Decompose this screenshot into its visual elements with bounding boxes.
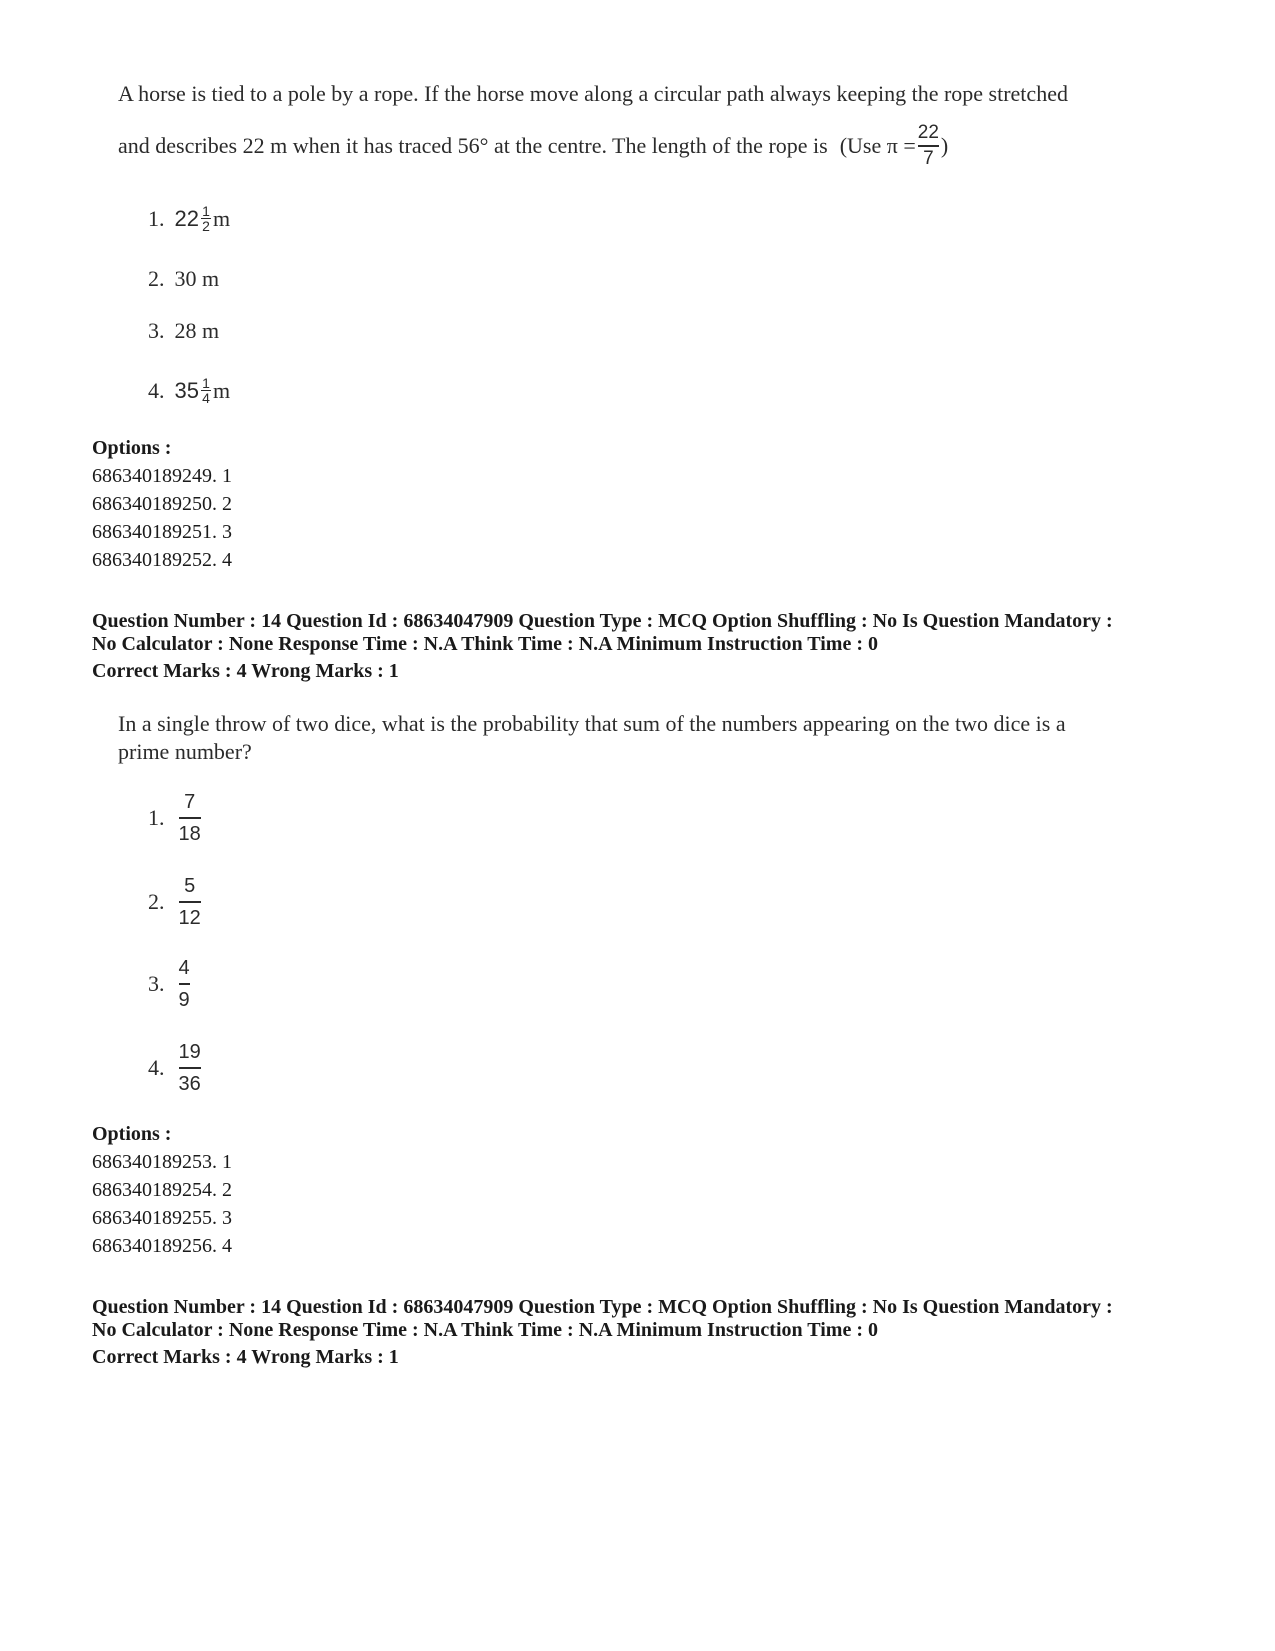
question2-line1: In a single throw of two dice, what is the probability that sum of the numbers appearing on the two dice is a — [118, 711, 1066, 736]
denominator: 12 — [178, 907, 201, 929]
fraction-bar — [179, 1067, 201, 1069]
option-id-line: 686340189254. 2 — [92, 1179, 232, 1201]
numerator: 4 — [178, 957, 190, 979]
fraction-bar — [179, 817, 201, 819]
denominator: 9 — [178, 989, 190, 1011]
choice-number: 4. — [148, 377, 165, 403]
mixed-number — [175, 376, 231, 405]
question-meta-2 — [92, 1296, 1212, 1369]
pi-fraction — [918, 122, 939, 170]
pi-numerator: 22 — [917, 122, 939, 143]
fraction — [179, 790, 201, 846]
option-id-line: 686340189252. 4 — [92, 549, 232, 571]
choice-number: 2. — [148, 889, 165, 914]
option-id-line: 686340189255. 3 — [92, 1207, 232, 1229]
choice-number: 1. — [148, 805, 165, 830]
denominator: 18 — [178, 823, 201, 845]
options-label: Options : — [92, 1123, 172, 1145]
choice-text: 30 m — [174, 266, 220, 291]
small-fraction — [201, 204, 211, 233]
fraction — [179, 956, 190, 1012]
q1-choice-1 — [148, 204, 230, 233]
q2-choice-3 — [148, 956, 190, 1012]
question2-text — [118, 710, 1066, 766]
meta-line: Question Number : 14 Question Id : 68634047909 Question Type : MCQ Option Shuffling : No Is Question Mandatory : — [92, 610, 1113, 632]
q2-choice-2 — [148, 874, 201, 930]
denominator: 36 — [178, 1073, 201, 1095]
numerator: 1 — [202, 203, 210, 219]
option-id-line: 686340189253. 1 — [92, 1151, 232, 1173]
fraction — [179, 874, 201, 930]
q1-choice-4 — [148, 376, 230, 405]
options-label: Options : — [92, 437, 172, 459]
pi-prefix: (Use π = — [839, 133, 916, 158]
question1-line2: and describes 22 m when it has traced 56° at the centre. The length of the rope is — [118, 133, 828, 158]
numerator: 19 — [178, 1041, 201, 1063]
unit: m — [212, 205, 231, 231]
option-id-line: 686340189249. 1 — [92, 465, 232, 487]
q2-choice-1 — [148, 790, 201, 846]
numerator: 1 — [202, 375, 210, 391]
meta-line: No Calculator : None Response Time : N.A Think Time : N.A Minimum Instruction Time : 0 — [92, 633, 878, 655]
whole-part: 22 — [174, 205, 199, 231]
question-meta-1 — [92, 610, 1212, 683]
option-id-line: 686340189251. 3 — [92, 521, 232, 543]
small-fraction — [201, 376, 211, 405]
q2-options — [92, 1120, 232, 1260]
choice-number: 3. — [148, 318, 165, 343]
question2-line2: prime number? — [118, 739, 252, 764]
fraction-bar — [918, 145, 939, 147]
q1-choice-2 — [148, 266, 219, 292]
meta-line: No Calculator : None Response Time : N.A Think Time : N.A Minimum Instruction Time : 0 — [92, 1319, 878, 1341]
denominator: 4 — [202, 390, 210, 406]
choice-number: 4. — [148, 1055, 165, 1080]
choice-text: 28 m — [174, 318, 220, 343]
choice-number: 3. — [148, 971, 165, 996]
marks-line: Correct Marks : 4 Wrong Marks : 1 — [92, 660, 399, 682]
fraction-bar — [179, 983, 190, 985]
numerator: 5 — [184, 875, 196, 897]
option-id-line: 686340189256. 4 — [92, 1235, 232, 1257]
choice-number: 1. — [148, 205, 165, 231]
whole-part: 35 — [174, 377, 199, 403]
q1-options — [92, 434, 232, 574]
option-id-line: 686340189250. 2 — [92, 493, 232, 515]
choice-number: 2. — [148, 266, 165, 291]
pi-denominator: 7 — [923, 148, 934, 169]
numerator: 7 — [184, 791, 196, 813]
denominator: 2 — [202, 218, 210, 234]
fraction — [179, 1040, 201, 1096]
question1-line1: A horse is tied to a pole by a rope. If the horse move along a circular path always keeping the rope stretched — [118, 81, 1068, 106]
fraction-bar — [179, 901, 201, 903]
pi-suffix: ) — [940, 133, 949, 158]
meta-line: Question Number : 14 Question Id : 68634047909 Question Type : MCQ Option Shuffling : No Is Question Mandatory : — [92, 1296, 1113, 1318]
marks-line: Correct Marks : 4 Wrong Marks : 1 — [92, 1346, 399, 1368]
q2-choice-4 — [148, 1040, 201, 1096]
mixed-number — [175, 204, 231, 233]
unit: m — [212, 377, 231, 403]
question1-text — [118, 80, 1068, 170]
q1-choice-3 — [148, 318, 219, 344]
